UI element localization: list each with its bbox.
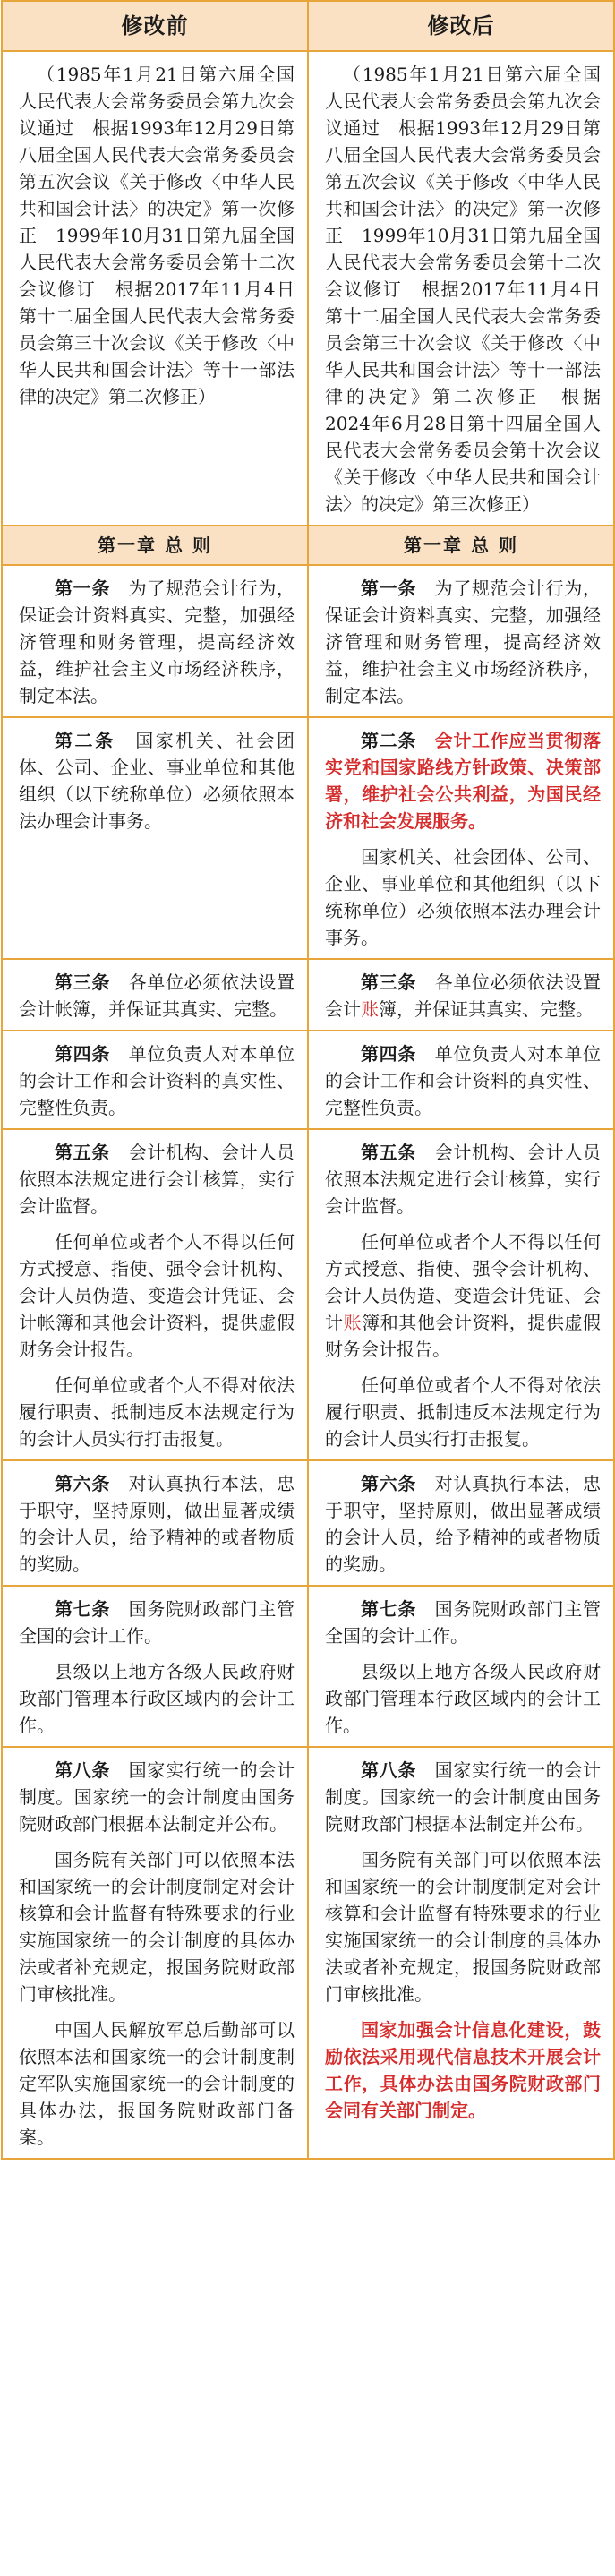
article-8-row bbox=[2, 1747, 614, 2159]
article-text: 国家机关、社会团体、公司、企业、事业单位和其他组织（以下统称单位）必须依照本法办理会计事务。 bbox=[325, 846, 601, 948]
article-title: 第二条 bbox=[55, 730, 115, 751]
article-title: 第三条 bbox=[361, 971, 416, 993]
article-2-after bbox=[308, 717, 614, 959]
article-text: 县级以上地方各级人民政府财政部门管理本行政区域内的会计工作。 bbox=[325, 1661, 601, 1736]
article-3-row bbox=[2, 959, 614, 1031]
article-5-row bbox=[2, 1129, 614, 1460]
article-text: 簿和其他会计资料，提供虚假财务会计报告。 bbox=[325, 1312, 602, 1360]
article-text: 各单位必须依法设置会计帐簿，并保证其真实、完整。 bbox=[19, 971, 295, 1020]
article-title: 第八条 bbox=[55, 1759, 110, 1781]
article-text: 国家实行统一的会计制度。国家统一的会计制度由国务院财政部门根据本法制定并公布。 bbox=[325, 1759, 602, 1835]
article-text: 国务院有关部门可以依照本法和国家统一的会计制度制定对会计核算和会计监督有特殊要求的行业实施国家统一的会计制度的具体办法或者补充规定，报国务院财政部门审核批准。 bbox=[19, 1849, 295, 2005]
chapter-before: 第一章 总 则 bbox=[2, 526, 308, 565]
article-text: 簿，并保证其真实、完整。 bbox=[379, 998, 594, 1020]
article-1-after bbox=[308, 565, 614, 717]
article-text: 单位负责人对本单位的会计工作和会计资料的真实性、完整性负责。 bbox=[19, 1043, 295, 1118]
article-8-before bbox=[2, 1747, 308, 2159]
intro-before bbox=[2, 51, 308, 526]
article-6-before bbox=[2, 1460, 308, 1586]
before-header: 修改前 bbox=[2, 1, 308, 51]
article-text: 对认真执行本法，忠于职守，坚持原则，做出显著成绩的会计人员，给予精神的或者物质的奖励。 bbox=[325, 1473, 602, 1575]
intro-after bbox=[308, 51, 614, 526]
article-6-row bbox=[2, 1460, 614, 1586]
article-text: 国务院财政部门主管全国的会计工作。 bbox=[19, 1598, 295, 1647]
article-text: 会计机构、会计人员依照本法规定进行会计核算，实行会计监督。 bbox=[19, 1142, 295, 1217]
chapter-row bbox=[2, 526, 614, 565]
intro-before-text: （1985年1月21日第六届全国人民代表大会常务委员会第九次会议通过 根据1993年12月29日第八届全国人民代表大会常务委员会第五次会议《关于修改〈中华人民共和国会计法〉的决定》第一次修正 1999年10月31日第九届全国人民代表大会常务委员会第十二次会议修订 根据2017年11月4日第十二届全国人民代表大会常务委员会第三十次会议《关于修改〈中华人民共和国会计法〉等十一部法律的决定》第二次修正） bbox=[19, 64, 295, 407]
article-4-before bbox=[2, 1031, 308, 1129]
article-text: 对认真执行本法，忠于职守，坚持原则，做出显著成绩的会计人员，给予精神的或者物质的奖励。 bbox=[19, 1473, 295, 1575]
chapter-after: 第一章 总 则 bbox=[308, 526, 614, 565]
article-title: 第二条 bbox=[361, 730, 416, 751]
article-5-after bbox=[308, 1129, 614, 1460]
article-title: 第六条 bbox=[55, 1473, 110, 1494]
article-text: 任何单位或者个人不得对依法履行职责、抵制违反本法规定行为的会计人员实行打击报复。 bbox=[325, 1374, 601, 1450]
article-title: 第六条 bbox=[361, 1473, 416, 1494]
article-text: 任何单位或者个人不得对依法履行职责、抵制违反本法规定行为的会计人员实行打击报复。 bbox=[19, 1374, 295, 1450]
article-4-row bbox=[2, 1031, 614, 1129]
article-1-row bbox=[2, 565, 614, 717]
article-title: 第一条 bbox=[55, 578, 110, 599]
article-text: 国务院财政部门主管全国的会计工作。 bbox=[325, 1598, 602, 1647]
article-4-after bbox=[308, 1031, 614, 1129]
article-title: 第三条 bbox=[55, 971, 110, 993]
amended-text: 国家加强会计信息化建设，鼓励依法采用现代信息技术开展会计工作，具体办法由国务院财政部门会同有关部门制定。 bbox=[325, 2019, 601, 2121]
article-7-row bbox=[2, 1586, 614, 1747]
amended-text: 会计工作应当贯彻落实党和国家路线方针政策、决策部署，维护社会公共利益，为国民经济和社会发展服务。 bbox=[325, 730, 602, 832]
article-2-before bbox=[2, 717, 308, 959]
article-8-after bbox=[308, 1747, 614, 2159]
article-text: 县级以上地方各级人民政府财政部门管理本行政区域内的会计工作。 bbox=[19, 1661, 295, 1736]
amended-char: 账 bbox=[343, 1312, 363, 1333]
article-text: 国家实行统一的会计制度。国家统一的会计制度由国务院财政部门根据本法制定并公布。 bbox=[19, 1759, 295, 1835]
article-2-row bbox=[2, 717, 614, 959]
article-title: 第八条 bbox=[361, 1759, 416, 1781]
intro-after-text: （1985年1月21日第六届全国人民代表大会常务委员会第九次会议通过 根据1993年12月29日第八届全国人民代表大会常务委员会第五次会议《关于修改〈中华人民共和国会计法〉的决定》第一次修正 1999年10月31日第九届全国人民代表大会常务委员会第十二次会议修订 根据2017年11月4日第十二届全国人民代表大会常务委员会第三十次会议《关于修改〈中华人民共和国会计法〉等十一部法律的决定》第二次修正 根据2024年6月28日第十四届全国人民代表大会常务委员会第十次会议《关于修改〈中华人民共和国会计法〉的决定》第三次修正） bbox=[325, 64, 601, 515]
article-text: 为了规范会计行为，保证会计资料真实、完整，加强经济管理和财务管理，提高经济效益，维护社会主义市场经济秩序，制定本法。 bbox=[19, 578, 295, 706]
amended-char: 账 bbox=[361, 998, 379, 1020]
article-3-after bbox=[308, 959, 614, 1031]
article-text: 任何单位或者个人不得以任何方式授意、指使、强令会计机构、会计人员伪造、变造会计凭证、会计 bbox=[325, 1231, 601, 1333]
after-header: 修改后 bbox=[308, 1, 614, 51]
article-title: 第五条 bbox=[55, 1142, 110, 1163]
article-text: 国家机关、社会团体、公司、企业、事业单位和其他组织（以下统称单位）必须依照本法办理会计事务。 bbox=[19, 730, 295, 832]
article-text: 国务院有关部门可以依照本法和国家统一的会计制度制定对会计核算和会计监督有特殊要求的行业实施国家统一的会计制度的具体办法或者补充规定，报国务院财政部门审核批准。 bbox=[325, 1849, 601, 2005]
article-title: 第四条 bbox=[361, 1043, 416, 1065]
article-text: 会计机构、会计人员依照本法规定进行会计核算，实行会计监督。 bbox=[325, 1142, 602, 1217]
intro-row bbox=[2, 51, 614, 526]
article-1-before bbox=[2, 565, 308, 717]
article-title: 第四条 bbox=[55, 1043, 110, 1065]
article-title: 第一条 bbox=[361, 578, 416, 599]
header-row bbox=[2, 1, 614, 51]
article-text: 中国人民解放军总后勤部可以依照本法和国家统一的会计制度制定军队实施国家统一的会计制度的具体办法，报国务院财政部门备案。 bbox=[19, 2019, 295, 2148]
article-text: 为了规范会计行为，保证会计资料真实、完整，加强经济管理和财务管理，提高经济效益，维护社会主义市场经济秩序，制定本法。 bbox=[325, 578, 602, 706]
comparison-table bbox=[1, 0, 615, 2160]
article-title: 第七条 bbox=[361, 1598, 416, 1620]
article-7-after bbox=[308, 1586, 614, 1747]
article-6-after bbox=[308, 1460, 614, 1586]
article-5-before bbox=[2, 1129, 308, 1460]
article-text: 任何单位或者个人不得以任何方式授意、指使、强令会计机构、会计人员伪造、变造会计凭证、会计帐簿和其他会计资料，提供虚假财务会计报告。 bbox=[19, 1231, 295, 1360]
article-title: 第五条 bbox=[361, 1142, 416, 1163]
article-text: 各单位必须依法设置会计 bbox=[325, 971, 602, 1020]
article-title: 第七条 bbox=[55, 1598, 110, 1620]
article-3-before bbox=[2, 959, 308, 1031]
article-7-before bbox=[2, 1586, 308, 1747]
article-text: 单位负责人对本单位的会计工作和会计资料的真实性、完整性负责。 bbox=[325, 1043, 602, 1118]
